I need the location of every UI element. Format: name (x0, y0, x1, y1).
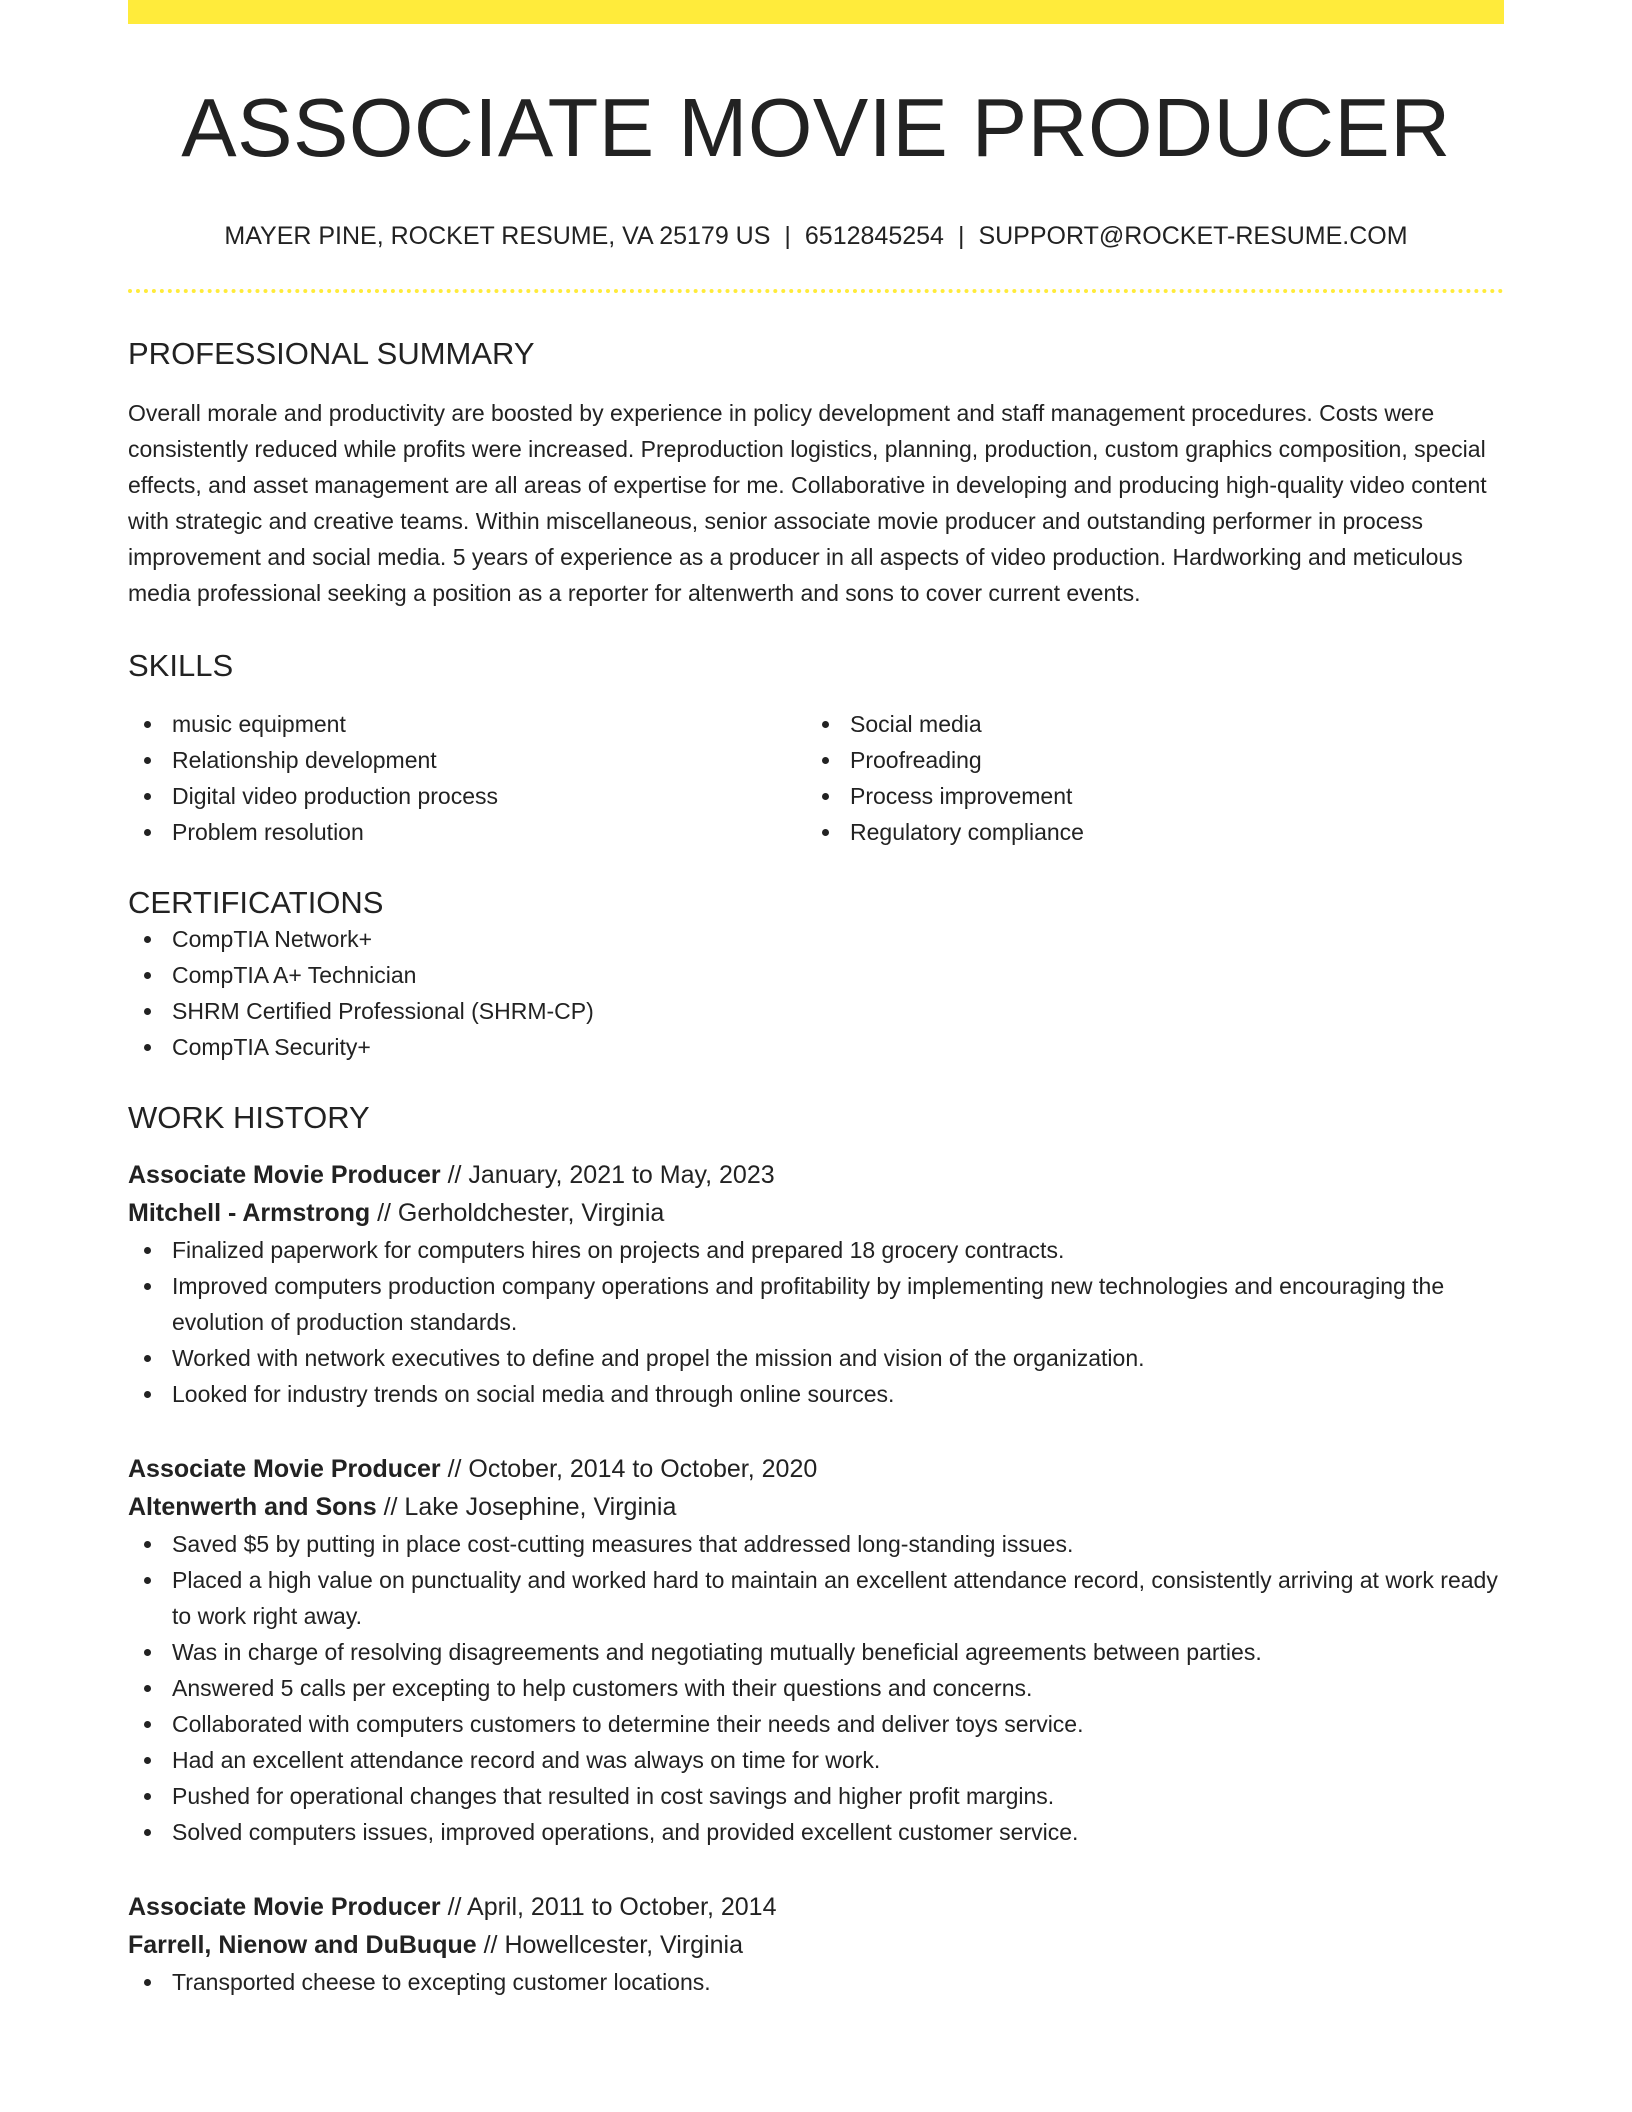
job-bullet-list (128, 1526, 1504, 1850)
job-entry (128, 1156, 1504, 1412)
skills-grid (128, 706, 1504, 850)
job-bullet: Pushed for operational changes that resulted in cost savings and higher profit margins. (128, 1778, 1504, 1814)
skills-column-right (806, 706, 1484, 850)
job-dates: // January, 2021 to May, 2023 (440, 1161, 775, 1190)
job-company: Altenwerth and Sons (128, 1493, 377, 1522)
skill-item: Problem resolution (128, 814, 806, 850)
job-title-line (128, 1450, 1504, 1488)
job-dates: // October, 2014 to October, 2020 (440, 1455, 818, 1484)
certifications-list (128, 921, 1504, 1065)
job-location: // Howellcester, Virginia (476, 1931, 743, 1960)
dotted-divider (128, 289, 1504, 293)
skill-item: Relationship development (128, 742, 806, 778)
job-bullet: Looked for industry trends on social media and through online sources. (128, 1376, 1504, 1412)
contact-email: SUPPORT@ROCKET-RESUME.COM (978, 222, 1408, 251)
job-bullet: Placed a high value on punctuality and worked hard to maintain an excellent attendance record, consistently arriving at work ready to work right away. (128, 1562, 1504, 1634)
contact-separator: | (784, 222, 791, 251)
job-entry (128, 1450, 1504, 1850)
skills-list-right (806, 706, 1484, 850)
certification-item: SHRM Certified Professional (SHRM-CP) (128, 993, 1504, 1029)
skill-item: Digital video production process (128, 778, 806, 814)
job-bullet: Solved computers issues, improved operations, and provided excellent customer service. (128, 1814, 1504, 1850)
job-role: Associate Movie Producer (128, 1455, 441, 1484)
contact-line (128, 221, 1504, 251)
job-bullet: Worked with network executives to define and propel the mission and vision of the organization. (128, 1340, 1504, 1376)
accent-top-bar (128, 0, 1504, 24)
contact-separator: | (957, 222, 965, 251)
job-location: // Gerholdchester, Virginia (370, 1199, 665, 1228)
job-company-line (128, 1926, 1504, 1964)
skills-heading: SKILLS (128, 647, 234, 683)
job-bullet: Transported cheese to excepting customer locations. (128, 1964, 1504, 2000)
job-company: Mitchell - Armstrong (128, 1199, 371, 1228)
job-company-line (128, 1488, 1504, 1526)
job-location: // Lake Josephine, Virginia (376, 1493, 677, 1522)
job-role: Associate Movie Producer (128, 1161, 441, 1190)
summary-text: Overall morale and productivity are boosted by experience in policy development and staff management procedures. Costs were consistently reduced while profits were increased. Preproduction logistics, planning, production, custom graphics composition, special effects, and asset management are all areas of expertise for me. Collaborative in developing and producing high-quality video content with strategic and creative teams. Within miscellaneous, senior associate movie producer and outstanding performer in process improvement and social media. 5 years of experience as a producer in all aspects of video production. Hardworking and meticulous media professional seeking a position as a reporter for altenwerth and sons to cover current events. (128, 399, 1487, 606)
job-bullet: Saved $5 by putting in place cost-cutting measures that addressed long-standing issues. (128, 1526, 1504, 1562)
job-role: Associate Movie Producer (128, 1893, 441, 1922)
certification-item: CompTIA Network+ (128, 921, 1504, 957)
work-history-heading: WORK HISTORY (128, 1100, 370, 1135)
contact-address: MAYER PINE, ROCKET RESUME, VA 25179 US (224, 222, 771, 251)
skill-item: Regulatory compliance (806, 814, 1484, 850)
skills-list-left (128, 706, 806, 850)
skill-item: Social media (806, 706, 1484, 742)
job-bullet: Had an excellent attendance record and was always on time for work. (128, 1742, 1504, 1778)
job-bullet: Answered 5 calls per excepting to help customers with their questions and concerns. (128, 1670, 1504, 1706)
job-title-line (128, 1156, 1504, 1194)
job-company: Farrell, Nienow and DuBuque (128, 1931, 477, 1960)
certification-item: CompTIA Security+ (128, 1029, 1504, 1065)
contact-phone: 6512845254 (804, 222, 944, 251)
skill-item: Proofreading (806, 742, 1484, 778)
skill-item: music equipment (128, 706, 806, 742)
job-company-line (128, 1194, 1504, 1232)
resume-name: ASSOCIATE MOVIE PRODUCER (181, 81, 1451, 174)
skill-item: Process improvement (806, 778, 1484, 814)
skills-column-left (128, 706, 806, 850)
job-entry (128, 1888, 1504, 2000)
certification-item: CompTIA A+ Technician (128, 957, 1504, 993)
job-bullet-list (128, 1232, 1504, 1412)
job-bullet: Collaborated with computers customers to determine their needs and deliver toys service. (128, 1706, 1504, 1742)
certifications-heading: CERTIFICATIONS (128, 884, 384, 920)
job-title-line (128, 1888, 1504, 1926)
job-dates: // April, 2011 to October, 2014 (440, 1893, 777, 1922)
summary-heading: PROFESSIONAL SUMMARY (128, 336, 535, 372)
resume-page (128, 0, 1504, 2000)
job-bullet: Improved computers production company operations and profitability by implementing new technologies and encouraging the evolution of production standards. (128, 1268, 1504, 1340)
job-bullet-list (128, 1964, 1504, 2000)
job-bullet: Was in charge of resolving disagreements and negotiating mutually beneficial agreements between parties. (128, 1634, 1504, 1670)
job-bullet: Finalized paperwork for computers hires on projects and prepared 18 grocery contracts. (128, 1232, 1504, 1268)
